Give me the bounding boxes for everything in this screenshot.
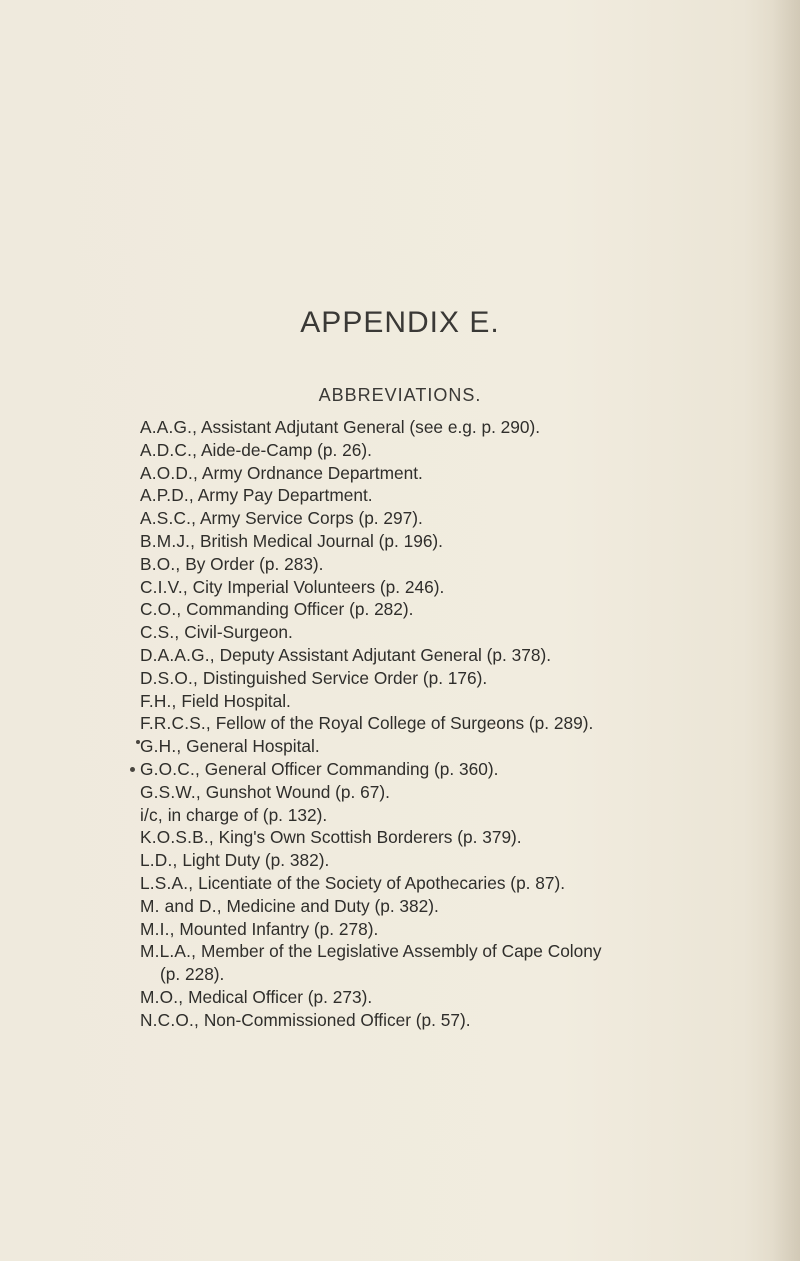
abbreviation-entry bbox=[140, 735, 800, 758]
appendix-title: APPENDIX E. bbox=[300, 306, 500, 339]
abbreviation-definition: Army Pay Department. bbox=[197, 485, 373, 506]
abbreviation-definition: General Hospital. bbox=[186, 736, 320, 757]
abbreviation-term: A.P.D., bbox=[140, 485, 194, 506]
abbreviation-entry bbox=[140, 872, 800, 895]
abbreviation-entry bbox=[140, 1009, 800, 1032]
abbreviation-term: K.O.S.B., bbox=[140, 827, 214, 848]
abbreviation-definition: Light Duty (p. 382). bbox=[182, 850, 330, 871]
abbreviation-definition: British Medical Journal (p. 196). bbox=[199, 530, 443, 551]
abbreviation-definition: Deputy Assistant Adjutant General (p. 378). bbox=[219, 644, 552, 665]
abbreviation-entry bbox=[140, 621, 800, 644]
abbreviation-entry bbox=[140, 553, 800, 576]
abbreviation-entry bbox=[140, 530, 800, 553]
abbreviation-entry bbox=[140, 712, 800, 735]
abbreviation-term: N.C.O., bbox=[140, 1009, 200, 1030]
abbreviation-term: G.H., bbox=[140, 736, 182, 757]
abbreviation-entry bbox=[140, 690, 800, 713]
abbreviation-entry bbox=[140, 781, 800, 804]
abbreviation-entry bbox=[140, 918, 800, 941]
abbreviation-entry bbox=[140, 804, 800, 827]
abbreviation-definition: City Imperial Volunteers (p. 246). bbox=[192, 576, 445, 597]
abbreviation-definition: Medicine and Duty (p. 382). bbox=[226, 895, 439, 916]
abbreviation-term: A.D.C., bbox=[140, 439, 198, 460]
abbreviation-entry bbox=[140, 462, 800, 485]
abbreviation-definition: Assistant Adjutant General (see e.g. p. 290). bbox=[200, 417, 541, 437]
abbreviation-term: G.S.W., bbox=[140, 781, 201, 802]
abbreviation-definition: Commanding Officer (p. 282). bbox=[186, 599, 414, 620]
abbreviation-definition: General Officer Commanding (p. 360). bbox=[204, 758, 499, 779]
abbreviation-term: i/c, bbox=[140, 804, 163, 825]
abbreviation-entry-continuation bbox=[140, 963, 800, 986]
abbreviation-term: F.R.C.S., bbox=[140, 713, 211, 734]
abbreviation-definition: King's Own Scottish Borderers (p. 379). bbox=[218, 827, 522, 848]
abbreviation-definition: Aide-de-Camp (p. 26). bbox=[200, 439, 372, 460]
abbreviation-term: F.H., bbox=[140, 690, 177, 711]
abbreviation-entry bbox=[140, 439, 800, 462]
abbreviation-list bbox=[140, 416, 800, 1032]
abbreviation-definition: Fellow of the Royal College of Surgeons (p. 289). bbox=[215, 713, 594, 734]
abbreviation-term: C.O., bbox=[140, 599, 182, 620]
abbreviation-entry bbox=[140, 507, 800, 530]
abbreviation-definition: Gunshot Wound (p. 67). bbox=[205, 781, 390, 802]
abbreviation-term: B.M.J., bbox=[140, 530, 196, 551]
abbreviation-entry bbox=[140, 940, 800, 963]
abbreviation-definition: Distinguished Service Order (p. 176). bbox=[202, 667, 488, 688]
abbreviation-definition: Field Hospital. bbox=[181, 690, 291, 711]
abbreviation-term: L.S.A., bbox=[140, 872, 194, 893]
abbreviation-entry bbox=[140, 484, 800, 507]
abbreviation-entry bbox=[140, 416, 800, 439]
abbreviations-heading: ABBREVIATIONS. bbox=[318, 385, 482, 405]
abbreviation-term: L.D., bbox=[140, 850, 178, 871]
abbreviation-entry bbox=[140, 986, 800, 1009]
abbreviation-term: G.O.C., bbox=[140, 758, 200, 779]
abbreviation-definition: Medical Officer (p. 273). bbox=[188, 986, 373, 1007]
abbreviation-definition: in charge of (p. 132). bbox=[167, 804, 328, 825]
abbreviation-term: M. and D., bbox=[140, 895, 222, 916]
abbreviation-definition: By Order (p. 283). bbox=[185, 553, 324, 574]
abbreviation-term: A.S.C., bbox=[140, 508, 197, 529]
abbreviation-definition: Member of the Legislative Assembly of Cape Colony bbox=[200, 941, 602, 962]
abbreviation-entry bbox=[140, 667, 800, 690]
abbreviation-term: M.L.A., bbox=[140, 941, 197, 962]
abbreviation-entry bbox=[140, 576, 800, 599]
abbreviation-term: D.A.A.G., bbox=[140, 644, 215, 665]
abbreviation-term: A.A.G., bbox=[140, 417, 198, 437]
abbreviation-term: C.I.V., bbox=[140, 576, 188, 597]
abbreviation-definition: Non-Commissioned Officer (p. 57). bbox=[203, 1009, 471, 1030]
abbreviation-term: B.O., bbox=[140, 553, 181, 574]
abbreviation-definition: Army Ordnance Department. bbox=[201, 462, 423, 483]
abbreviation-entry bbox=[140, 758, 800, 781]
ink-speck bbox=[130, 767, 135, 772]
abbreviation-entry bbox=[140, 644, 800, 667]
abbreviation-term: M.I., bbox=[140, 918, 175, 939]
abbreviation-entry bbox=[140, 598, 800, 621]
abbreviation-term: C.S., bbox=[140, 622, 180, 643]
abbreviation-entry bbox=[140, 895, 800, 918]
abbreviation-definition: Army Service Corps (p. 297). bbox=[200, 508, 423, 529]
abbreviation-definition: Mounted Infantry (p. 278). bbox=[179, 918, 379, 939]
abbreviation-definition: Licentiate of the Society of Apothecaries (p. 87). bbox=[198, 872, 566, 893]
abbreviation-entry bbox=[140, 849, 800, 872]
abbreviation-definition: Civil-Surgeon. bbox=[184, 622, 293, 643]
abbreviation-entry bbox=[140, 826, 800, 849]
abbreviation-definition: (p. 228). bbox=[160, 964, 225, 985]
ink-speck bbox=[136, 740, 140, 744]
abbreviation-term: D.S.O., bbox=[140, 667, 199, 688]
abbreviation-term: M.O., bbox=[140, 986, 184, 1007]
abbreviation-term: A.O.D., bbox=[140, 462, 199, 483]
